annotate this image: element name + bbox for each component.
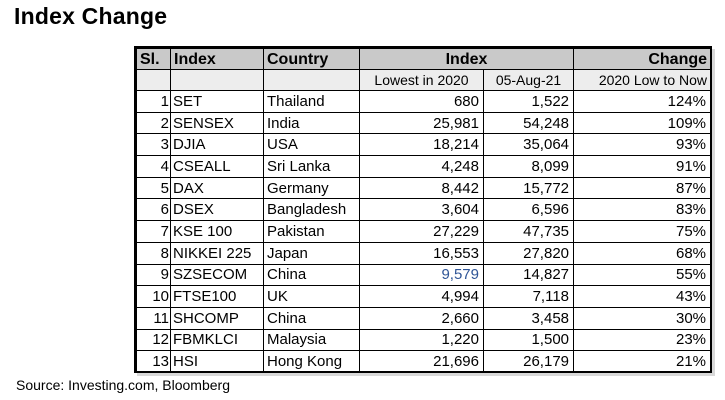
row-current-value: 27,820 bbox=[484, 242, 574, 264]
row-index-name: SENSEX bbox=[171, 112, 264, 134]
row-serial: 12 bbox=[137, 329, 171, 351]
row-serial: 10 bbox=[137, 286, 171, 308]
row-lowest-2020: 9,579 bbox=[360, 264, 484, 286]
index-change-table bbox=[136, 48, 711, 373]
row-serial: 4 bbox=[137, 156, 171, 178]
header-lowest-2020: Lowest in 2020 bbox=[360, 70, 484, 91]
row-current-value: 3,458 bbox=[484, 307, 574, 329]
table-row bbox=[137, 351, 711, 373]
row-change-percent: 87% bbox=[574, 177, 711, 199]
row-current-value: 1,522 bbox=[484, 91, 574, 113]
row-lowest-2020: 680 bbox=[360, 91, 484, 113]
table-row bbox=[137, 134, 711, 156]
row-country: USA bbox=[264, 134, 360, 156]
row-serial: 13 bbox=[137, 351, 171, 373]
row-change-percent: 124% bbox=[574, 91, 711, 113]
row-serial: 1 bbox=[137, 91, 171, 113]
row-serial: 9 bbox=[137, 264, 171, 286]
row-country: Thailand bbox=[264, 91, 360, 113]
row-change-percent: 91% bbox=[574, 156, 711, 178]
row-index-name: DSEX bbox=[171, 199, 264, 221]
header-row-primary bbox=[137, 49, 711, 70]
row-change-percent: 21% bbox=[574, 351, 711, 373]
source-note: Source: Investing.com, Bloomberg bbox=[16, 377, 230, 393]
table-row bbox=[137, 112, 711, 134]
row-current-value: 54,248 bbox=[484, 112, 574, 134]
table-row bbox=[137, 156, 711, 178]
row-lowest-2020: 18,214 bbox=[360, 134, 484, 156]
row-index-name: DAX bbox=[171, 177, 264, 199]
row-current-value: 26,179 bbox=[484, 351, 574, 373]
header-blank-index bbox=[171, 70, 264, 91]
row-change-percent: 68% bbox=[574, 242, 711, 264]
row-current-value: 7,118 bbox=[484, 286, 574, 308]
row-change-percent: 93% bbox=[574, 134, 711, 156]
table-row bbox=[137, 307, 711, 329]
table-row bbox=[137, 177, 711, 199]
header-blank-country bbox=[264, 70, 360, 91]
header-low-to-now: 2020 Low to Now bbox=[574, 70, 711, 91]
row-lowest-2020: 25,981 bbox=[360, 112, 484, 134]
header-change: Change bbox=[574, 49, 711, 70]
table-row bbox=[137, 329, 711, 351]
row-index-name: KSE 100 bbox=[171, 221, 264, 243]
row-country: UK bbox=[264, 286, 360, 308]
row-current-value: 1,500 bbox=[484, 329, 574, 351]
table-row bbox=[137, 91, 711, 113]
header-index-group: Index bbox=[360, 49, 574, 70]
row-index-name: FTSE100 bbox=[171, 286, 264, 308]
row-country: Japan bbox=[264, 242, 360, 264]
row-index-name: CSEALL bbox=[171, 156, 264, 178]
index-change-table-frame bbox=[134, 46, 712, 373]
row-lowest-2020: 4,248 bbox=[360, 156, 484, 178]
table-row bbox=[137, 242, 711, 264]
header-date: 05-Aug-21 bbox=[484, 70, 574, 91]
row-index-name: SHCOMP bbox=[171, 307, 264, 329]
header-blank-sl bbox=[137, 70, 171, 91]
row-change-percent: 83% bbox=[574, 199, 711, 221]
row-current-value: 14,827 bbox=[484, 264, 574, 286]
row-index-name: HSI bbox=[171, 351, 264, 373]
row-current-value: 47,735 bbox=[484, 221, 574, 243]
row-country: Germany bbox=[264, 177, 360, 199]
row-serial: 3 bbox=[137, 134, 171, 156]
row-change-percent: 30% bbox=[574, 307, 711, 329]
row-change-percent: 55% bbox=[574, 264, 711, 286]
page-title: Index Change bbox=[14, 3, 168, 29]
row-index-name: NIKKEI 225 bbox=[171, 242, 264, 264]
row-serial: 2 bbox=[137, 112, 171, 134]
row-country: Hong Kong bbox=[264, 351, 360, 373]
row-index-name: SZSECOM bbox=[171, 264, 264, 286]
row-country: India bbox=[264, 112, 360, 134]
row-country: Malaysia bbox=[264, 329, 360, 351]
row-index-name: SET bbox=[171, 91, 264, 113]
row-lowest-2020: 2,660 bbox=[360, 307, 484, 329]
row-change-percent: 43% bbox=[574, 286, 711, 308]
row-lowest-2020: 27,229 bbox=[360, 221, 484, 243]
row-change-percent: 23% bbox=[574, 329, 711, 351]
row-serial: 6 bbox=[137, 199, 171, 221]
header-sl: Sl. bbox=[137, 49, 171, 70]
header-country: Country bbox=[264, 49, 360, 70]
row-current-value: 15,772 bbox=[484, 177, 574, 199]
table-row bbox=[137, 286, 711, 308]
row-lowest-2020: 1,220 bbox=[360, 329, 484, 351]
row-change-percent: 75% bbox=[574, 221, 711, 243]
row-country: China bbox=[264, 264, 360, 286]
row-current-value: 35,064 bbox=[484, 134, 574, 156]
table-body bbox=[137, 91, 711, 373]
row-serial: 7 bbox=[137, 221, 171, 243]
row-index-name: FBMKLCI bbox=[171, 329, 264, 351]
header-row-secondary bbox=[137, 70, 711, 91]
row-index-name: DJIA bbox=[171, 134, 264, 156]
row-serial: 8 bbox=[137, 242, 171, 264]
row-country: Pakistan bbox=[264, 221, 360, 243]
header-index: Index bbox=[171, 49, 264, 70]
row-country: Bangladesh bbox=[264, 199, 360, 221]
row-country: China bbox=[264, 307, 360, 329]
table-row bbox=[137, 199, 711, 221]
table-row bbox=[137, 264, 711, 286]
row-lowest-2020: 16,553 bbox=[360, 242, 484, 264]
row-current-value: 6,596 bbox=[484, 199, 574, 221]
row-lowest-2020: 8,442 bbox=[360, 177, 484, 199]
row-serial: 5 bbox=[137, 177, 171, 199]
row-lowest-2020: 3,604 bbox=[360, 199, 484, 221]
row-change-percent: 109% bbox=[574, 112, 711, 134]
row-current-value: 8,099 bbox=[484, 156, 574, 178]
row-lowest-2020: 4,994 bbox=[360, 286, 484, 308]
table-row bbox=[137, 221, 711, 243]
row-lowest-2020: 21,696 bbox=[360, 351, 484, 373]
row-serial: 11 bbox=[137, 307, 171, 329]
row-country: Sri Lanka bbox=[264, 156, 360, 178]
